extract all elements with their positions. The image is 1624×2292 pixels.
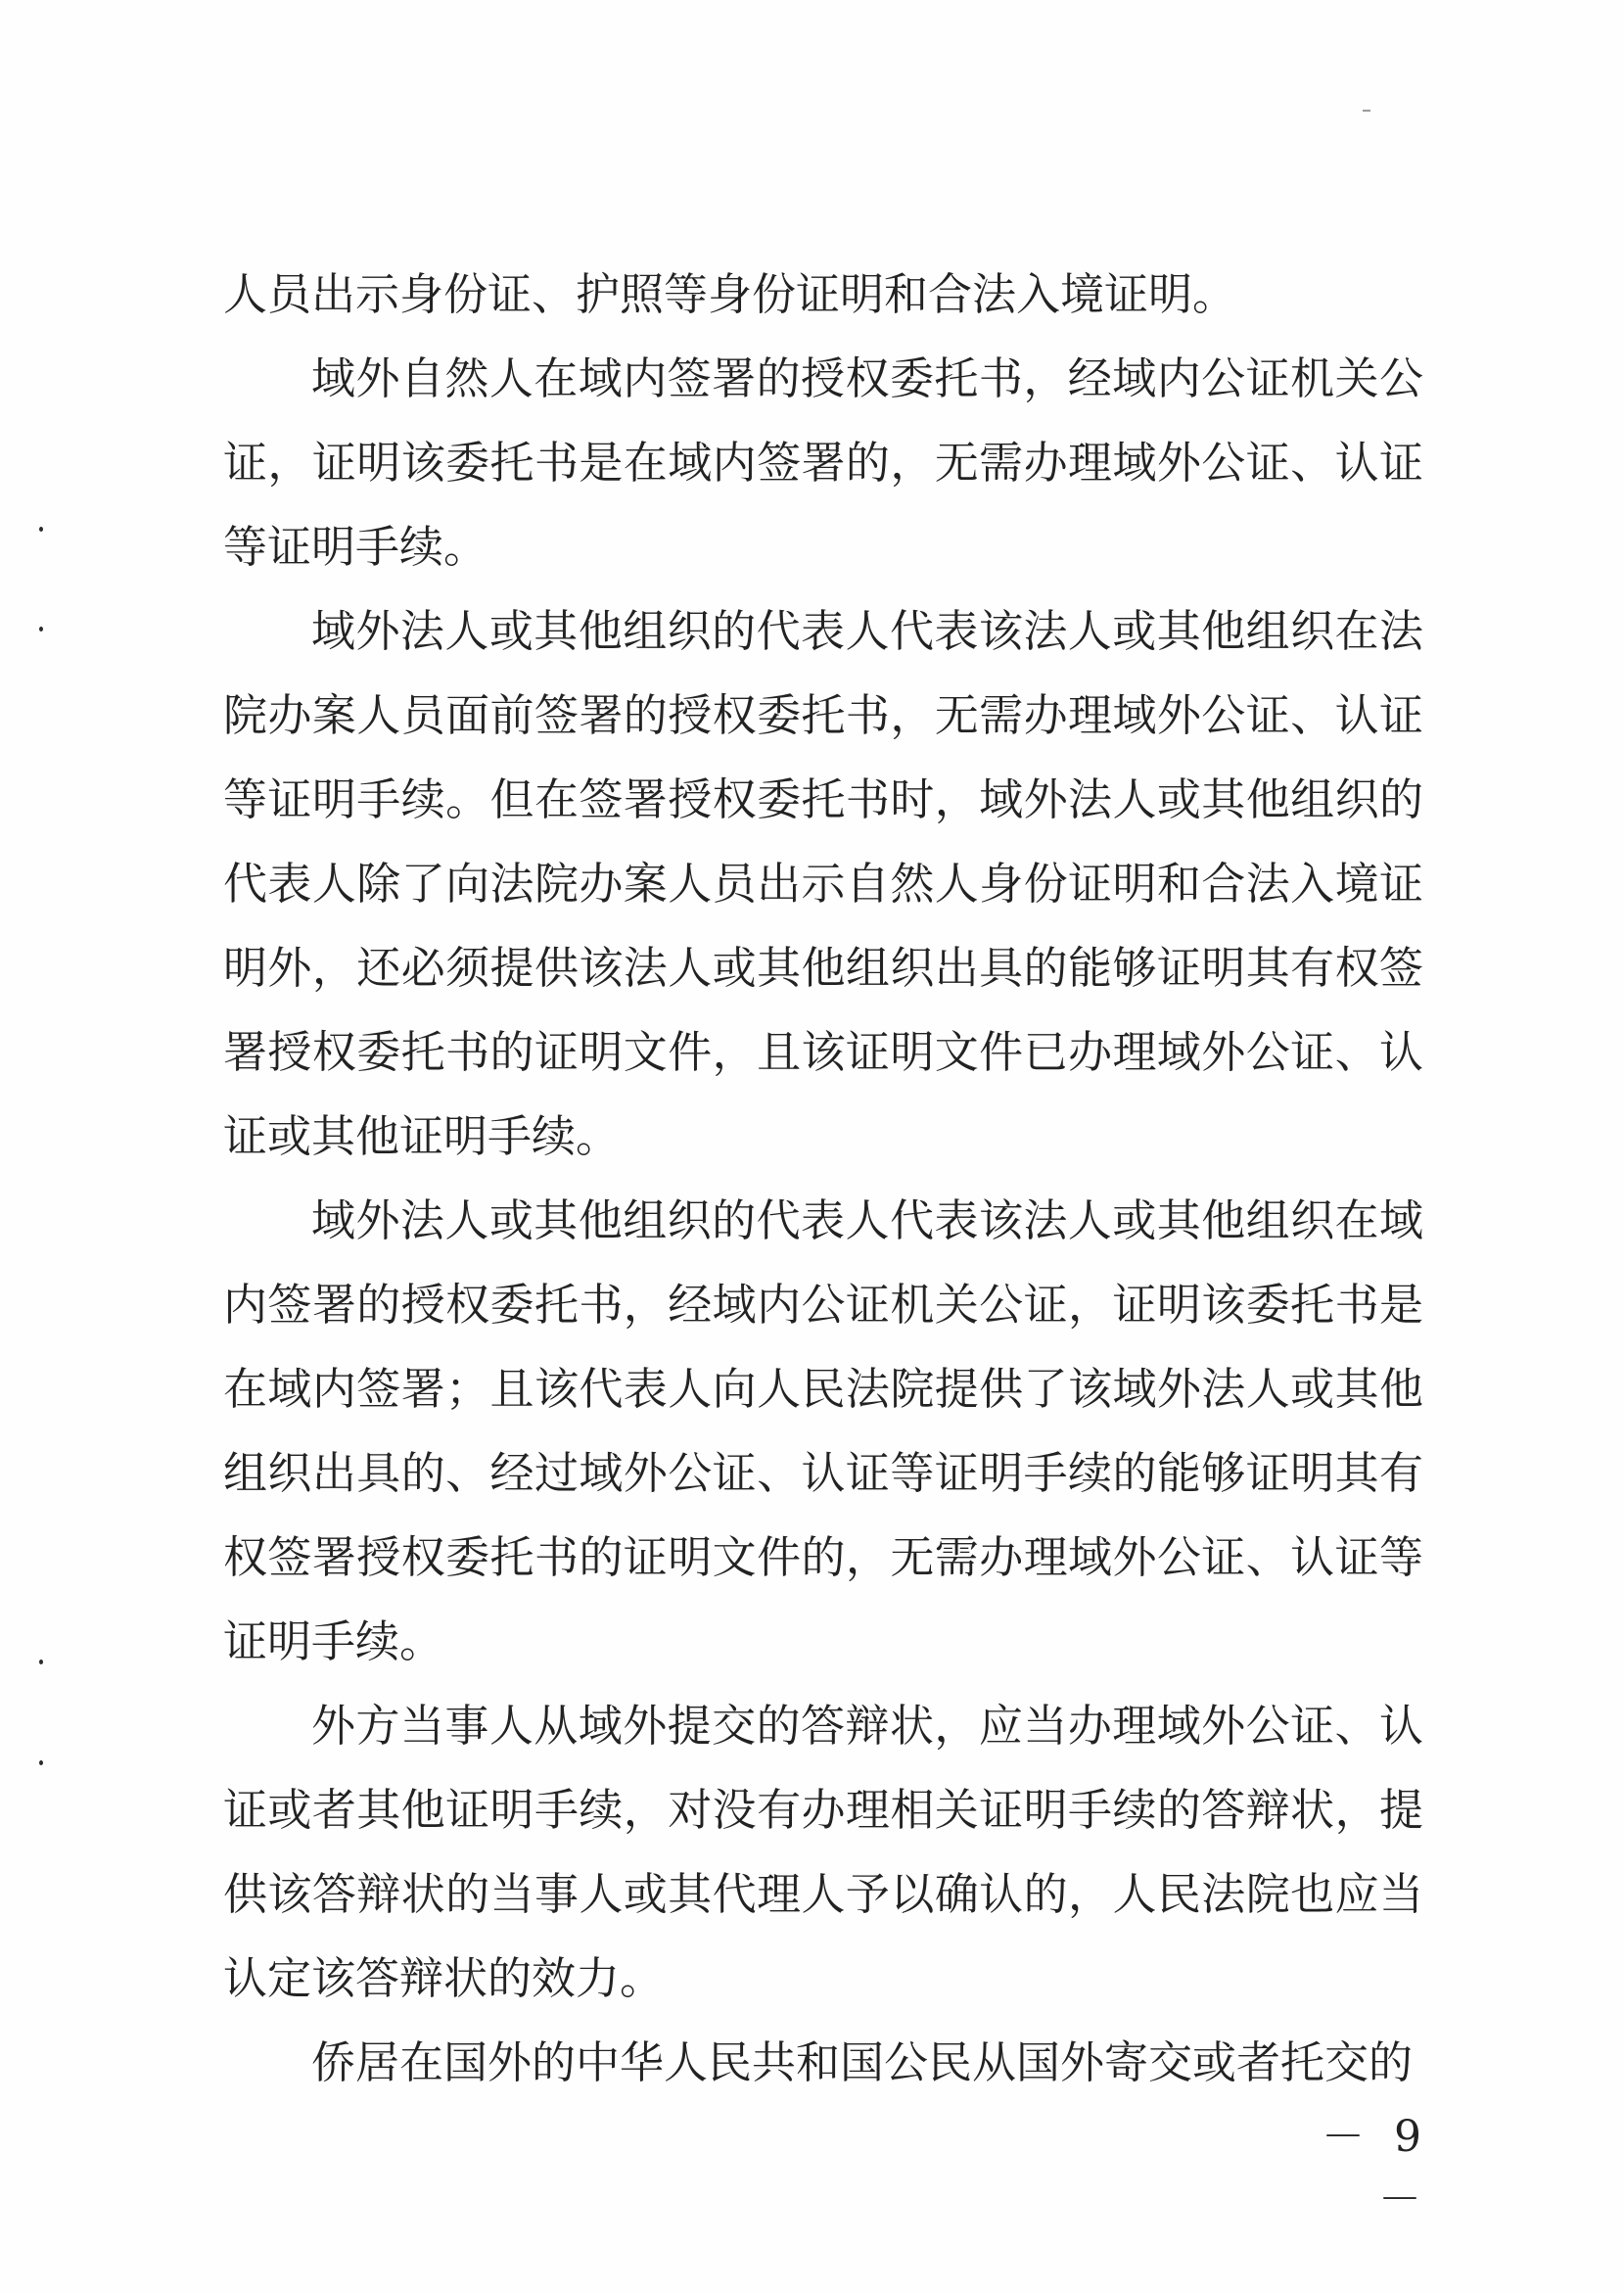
- page-number: － 9 －: [1322, 2112, 1429, 2224]
- paragraph-continues: 侨居在国外的中华人民共和国公民从国外寄交或者托交的: [311, 2036, 1414, 2088]
- scan-speck-mark: [1363, 110, 1370, 112]
- paragraph: 域外法人或其他组织的代表人代表该法人或其他组织在法院办案人员面前签署的授权委托书，无需办理域外公证、认证等证明手续。但在签署授权委托书时，域外法人或其他组织的代表人除了向法院办案人员出示自然人身份证明和合法入境证明外，还必须提供该法人或其他组织出具的能够证明其有权签署授权委托书的证明文件，且该证明文件已办理域外公证、认证或其他证明手续。: [223, 605, 1423, 1162]
- scan-dot-mark: [39, 627, 43, 631]
- paragraph-continued: 人员出示身份证、护照等身份证明和合法入境证明。: [223, 268, 1237, 320]
- scan-dot-mark: [39, 527, 43, 532]
- scan-dot-mark: [39, 1660, 43, 1664]
- body-text: [223, 253, 1423, 2105]
- scan-dot-mark: [39, 1760, 43, 1765]
- paragraph: 域外自然人在域内签署的授权委托书，经域内公证机关公证，证明该委托书是在域内签署的，无需办理域外公证、认证等证明手续。: [223, 352, 1423, 573]
- paragraph: 域外法人或其他组织的代表人代表该法人或其他组织在域内签署的授权委托书，经域内公证机关公证，证明该委托书是在域内签署；且该代表人向人民法院提供了该域外法人或其他组织出具的、经过域外公证、认证等证明手续的能够证明其有权签署授权委托书的证明文件的，无需办理域外公证、认证等证明手续。: [223, 1194, 1423, 1667]
- paragraph: 外方当事人从域外提交的答辩状，应当办理域外公证、认证或者其他证明手续，对没有办理相关证明手续的答辩状，提供该答辩状的当事人或其代理人予以确认的，人民法院也应当认定该答辩状的效力。: [223, 1700, 1423, 2004]
